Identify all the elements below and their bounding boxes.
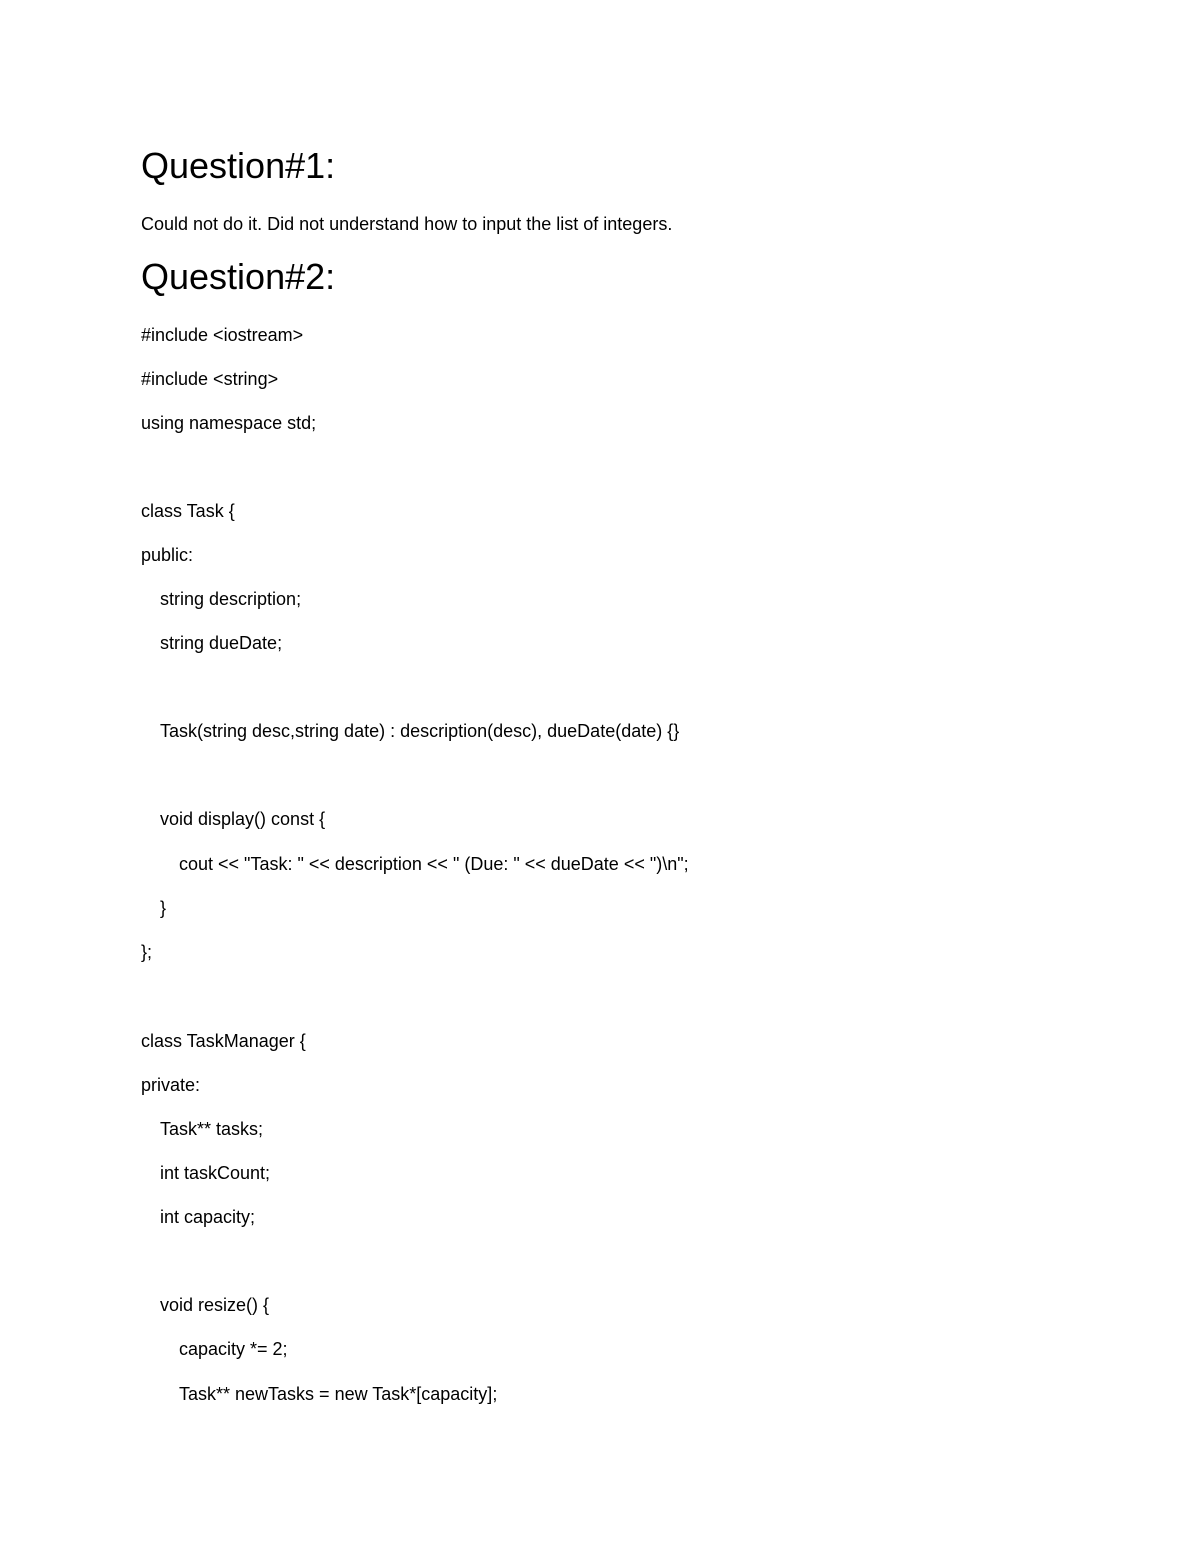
code-line: } [160,898,167,918]
code-line: string description; [160,589,302,609]
code-line: #include <iostream> [141,325,304,345]
code-line: }; [141,942,153,962]
code-line: class Task { [141,501,235,521]
code-line: capacity *= 2; [179,1339,288,1359]
code-line: using namespace std; [141,413,317,433]
code-line: Task** newTasks = new Task*[capacity]; [179,1384,498,1404]
code-line: int taskCount; [160,1163,271,1183]
question-1-heading: Question#1: [141,145,336,186]
code-line: private: [141,1075,201,1095]
code-line: string dueDate; [160,633,283,653]
code-line: Task** tasks; [160,1119,264,1139]
code-line: #include <string> [141,369,279,389]
code-line: Task(string desc,string date) : description(desc), dueDate(date) {} [160,721,680,741]
code-line: void resize() { [160,1295,270,1315]
code-line: void display() const { [160,809,326,829]
code-line: public: [141,545,194,565]
code-line: int capacity; [160,1207,256,1227]
question-2-heading: Question#2: [141,256,336,297]
question-1-answer: Could not do it. Did not understand how to input the list of integers. [141,214,673,234]
code-line: class TaskManager { [141,1031,306,1051]
code-line: cout << "Task: " << description << " (Due: " << dueDate << ")\n"; [179,854,689,874]
